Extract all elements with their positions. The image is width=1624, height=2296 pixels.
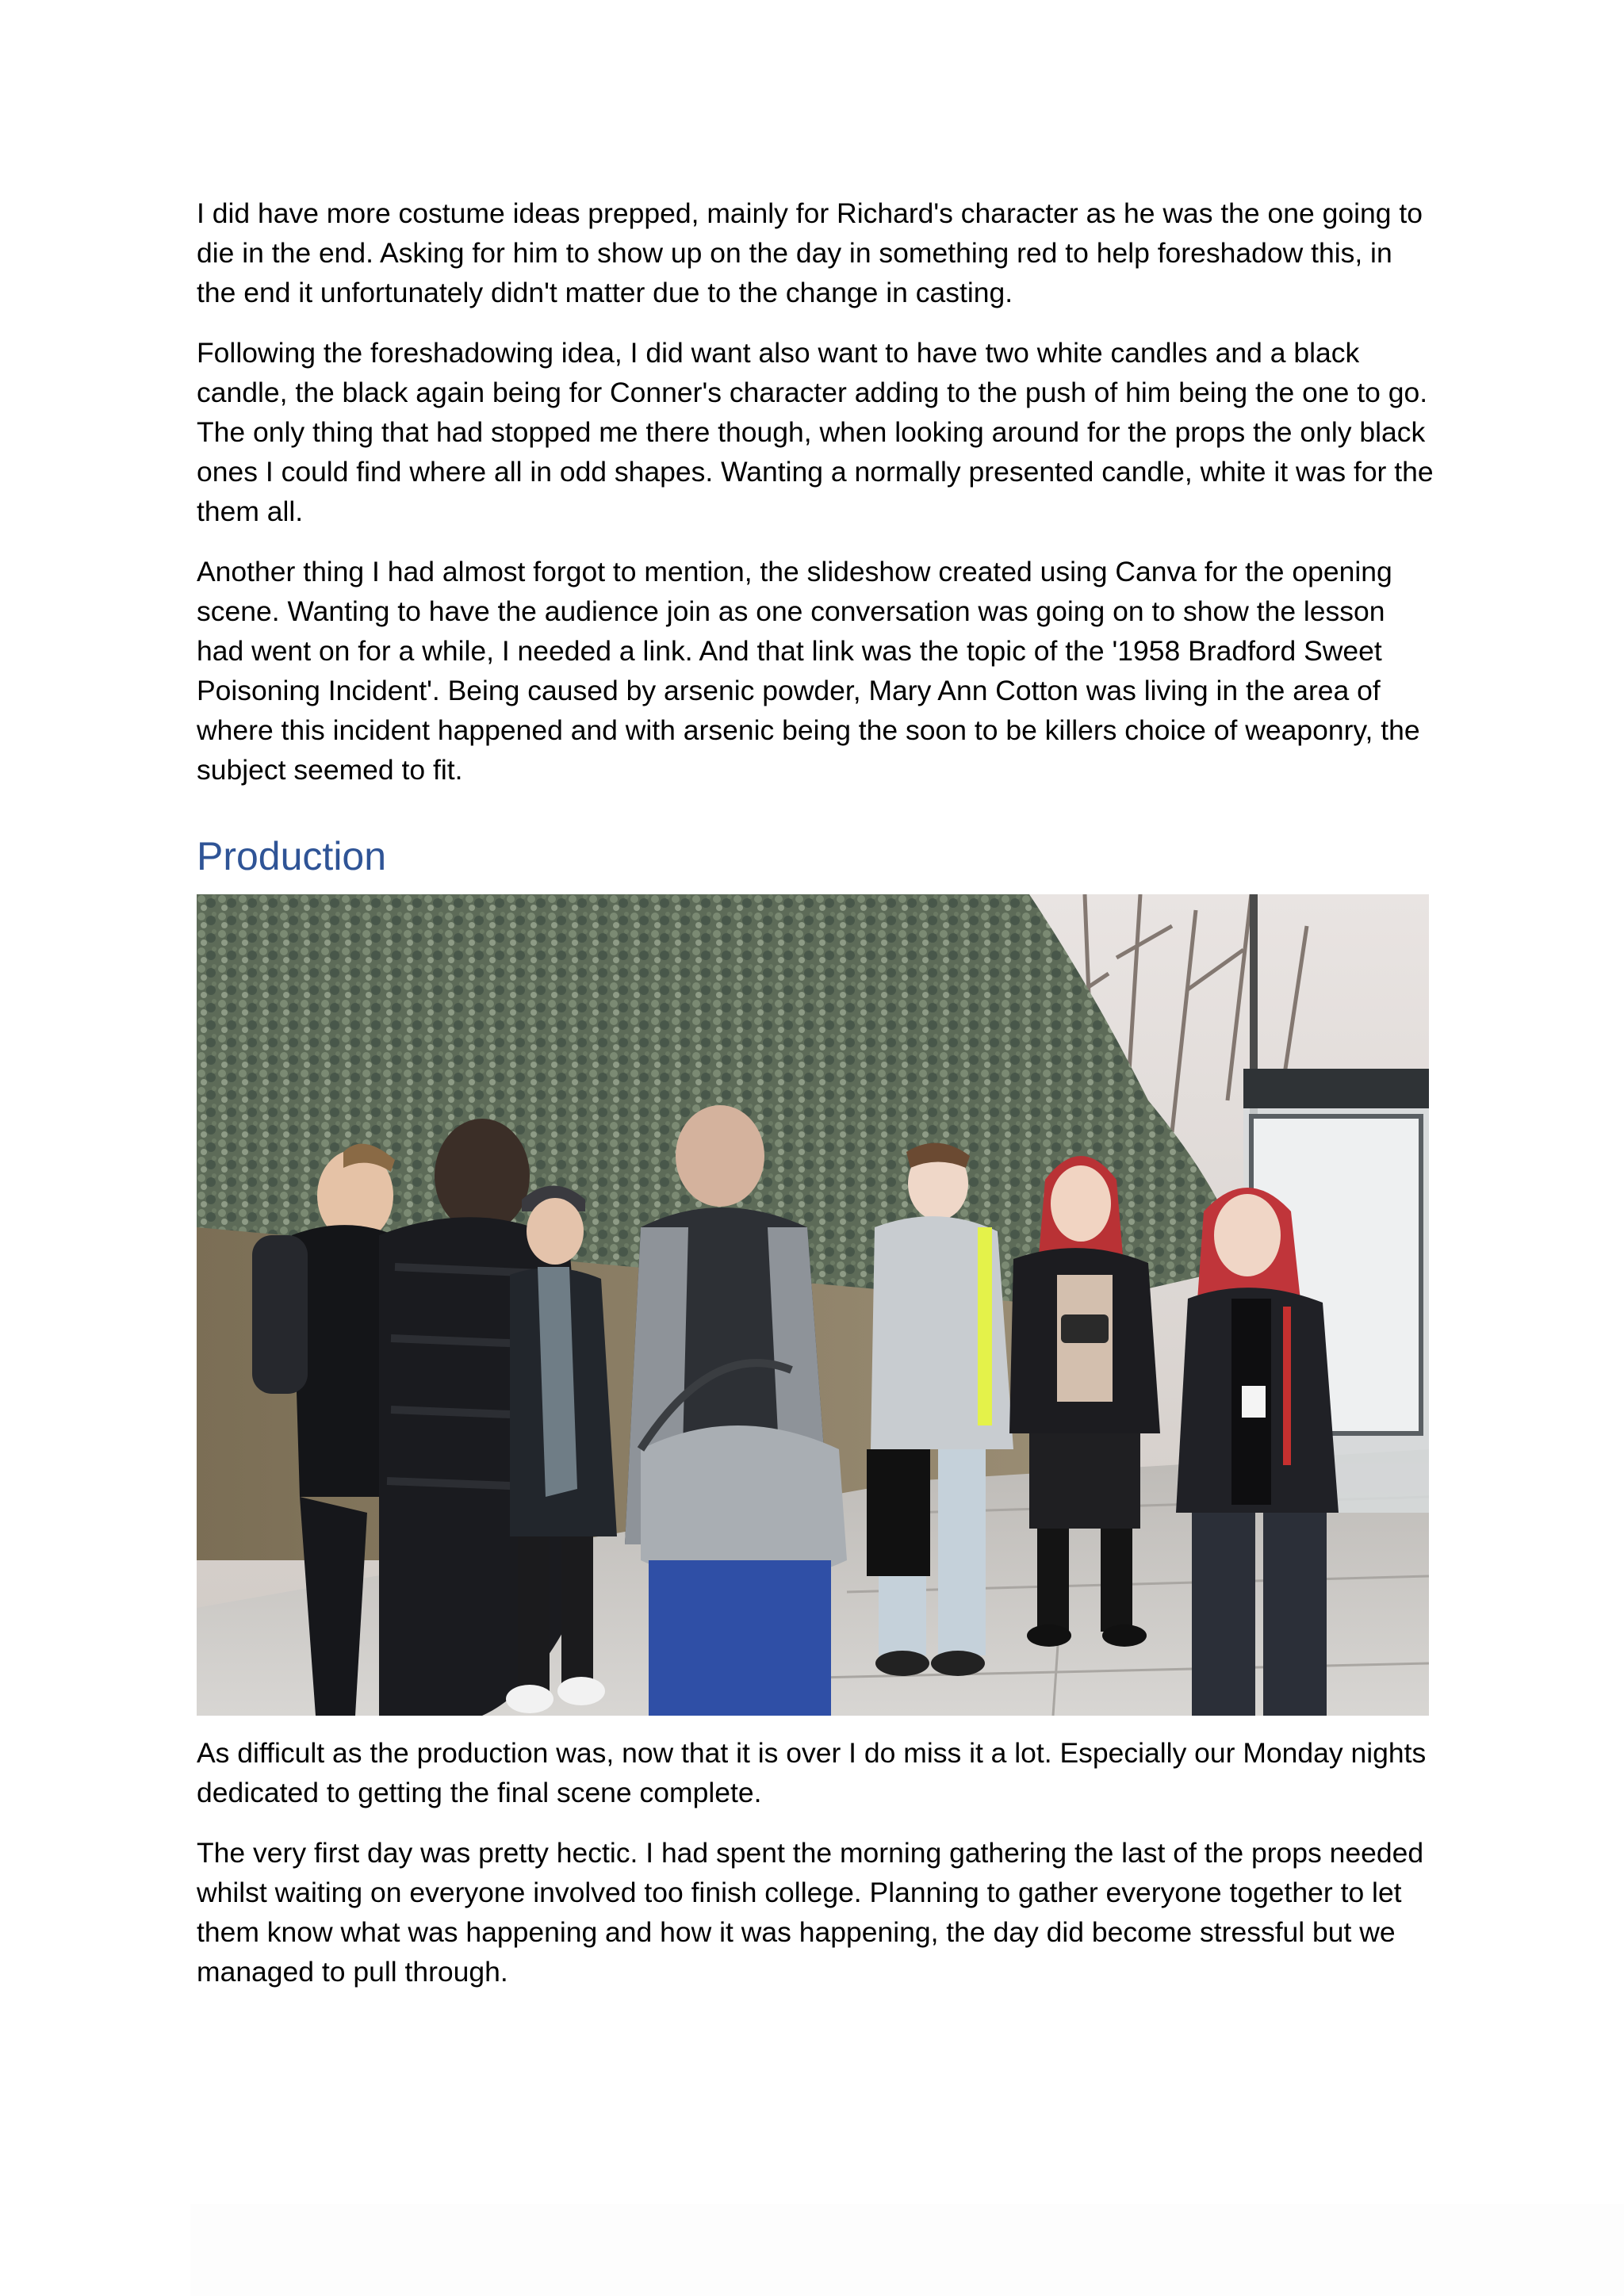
paragraph-candles: Following the foreshadowing idea, I did want also want to have two white candles and a black candle, the black again being for Conner's character adding to the push of him being the one to go. The only thing that had stopped me there though, when looking around for the props the only black ones I could find where all in odd shapes. Wanting a normally presented candle, white it was for the them all. (197, 337, 1434, 527)
group-photo-illustration (197, 894, 1429, 1716)
production-group-photo (197, 894, 1429, 1716)
document-body (197, 193, 1434, 2012)
paragraph-costume-ideas: I did have more costume ideas prepped, mainly for Richard's character as he was the one going to die in the end. Asking for him to show up on the day in something red to help foreshadow this, in the end it unfortunately didn't matter due to the change in casting. (197, 197, 1423, 308)
paragraph-production-reflection: As difficult as the production was, now that it is over I do miss it a lot. Especially our Monday nights dedicated to getting the final scene complete. (197, 1737, 1427, 1808)
paragraph-slideshow: Another thing I had almost forgot to mention, the slideshow created using Canva for the opening scene. Wanting to have the audience join as one conversation was going on to show the lesson had went on for a while, I needed a link. And that link was the topic of the '1958 Bradford Sweet Poisoning Incident'. Being caused by arsenic powder, Mary Ann Cotton was living in the area of where this incident happened and with arsenic being the soon to be killers choice of weaponry, the subject seemed to fit. (197, 556, 1420, 786)
section-heading-production: Production (197, 834, 387, 878)
page-bottom-margin (190, 2204, 1624, 2296)
paragraph-first-day: The very first day was pretty hectic. I had spent the morning gathering the last of the props needed whilst waiting on everyone involved too finish college. Planning to gather everyone together to let them know what was happening and how it was happening, the day did become stressful but we managed to pull through. (197, 1837, 1424, 1988)
